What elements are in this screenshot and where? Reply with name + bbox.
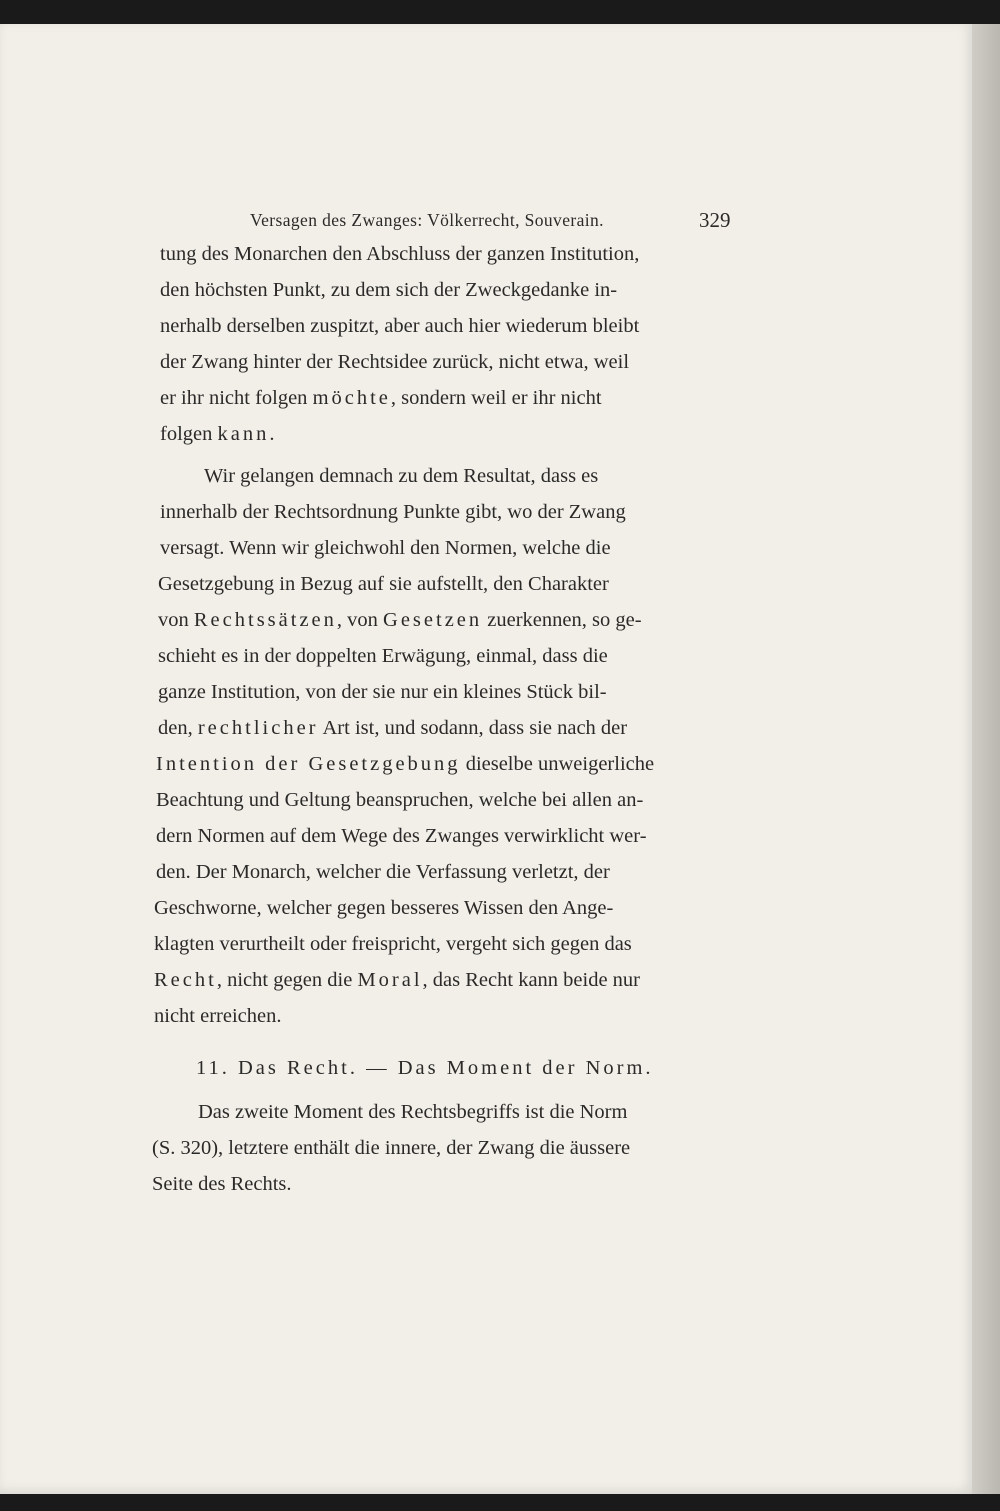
emphasized-text: möchte [312,387,391,409]
emphasized-text: Recht [154,969,217,991]
text-span: Gesetzgebung in Bezug auf sie aufstellt, den Charakter [158,573,609,595]
text-line [158,680,607,704]
text-span: Art ist, und sodann, dass sie nach der [318,717,628,739]
text-line [152,1136,630,1160]
text-span: , nicht gegen die [216,969,358,991]
text-span: Beachtung und Geltung beanspruchen, welche bei allen an- [156,789,644,811]
text-line [160,422,274,446]
emphasized-text: Gesetzen [383,609,483,631]
text-span: Das zweite Moment des Rechtsbegriffs ist die Norm [198,1101,628,1123]
text-span: nerhalb derselben zuspitzt, aber auch hier wiederum bleibt [160,315,640,337]
text-span: dieselbe unweigerliche [460,753,655,775]
text-span: innerhalb der Rechtsordnung Punkte gibt, wo der Zwang [160,501,626,523]
text-span: , das Recht kann beide nur [422,969,641,991]
text-line [198,1100,627,1124]
section-title: Das Recht. — Das Moment der Norm. [238,1057,654,1079]
text-span: der Zwang hinter der Rechtsidee zurück, nicht etwa, weil [160,351,630,373]
paper-page [0,24,972,1494]
text-line [158,716,627,740]
text-line [160,386,602,410]
text-line [160,278,617,302]
text-span: nicht erreichen. [154,1005,282,1027]
text-line [160,242,639,266]
text-span: (S. 320), letztere enthält die innere, der Zwang die äussere [152,1137,631,1159]
text-line [156,824,647,848]
adjacent-page-edge [972,24,1000,1494]
section-heading [196,1056,654,1080]
text-span: Seite des Rechts. [152,1173,292,1195]
text-line [204,464,598,488]
text-span: den höchsten Punkt, zu dem sich der Zweckgedanke in- [160,279,618,301]
emphasized-text: kann [217,423,270,445]
text-span: den, [158,717,198,739]
running-head: Versagen des Zwanges: Völkerrecht, Souverain. [250,210,604,230]
emphasized-text: Moral [357,969,423,991]
text-line [158,572,609,596]
emphasized-text: Intention der Gesetzgebung [156,753,461,775]
text-line [160,536,611,560]
text-span: dern Normen auf dem Wege des Zwanges verwirklicht wer- [156,825,647,847]
text-span: von [158,609,194,631]
text-span: den. Der Monarch, welcher die Verfassung verletzt, der [156,861,610,883]
text-line [152,1172,292,1196]
text-line [158,644,608,668]
text-line [160,350,629,374]
text-line [154,896,613,920]
text-span: er ihr nicht folgen [160,387,313,409]
text-span: Wir gelangen demnach zu dem Resultat, dass es [204,465,599,487]
text-span: versagt. Wenn wir gleichwohl den Normen, welche die [160,537,611,559]
text-line [156,788,643,812]
text-line [154,968,640,992]
text-line [154,932,632,956]
text-span: zuerkennen, so ge- [482,609,642,631]
text-line [158,608,642,632]
text-span: . [269,423,275,445]
text-line [160,500,626,524]
text-span: ganze Institution, von der sie nur ein kleines Stück bil- [158,681,607,703]
text-line [160,314,639,338]
section-number: 11. [196,1057,230,1079]
text-span: Geschworne, welcher gegen besseres Wissen den Ange- [154,897,614,919]
text-span: schieht es in der doppelten Erwägung, einmal, dass die [158,645,608,667]
text-span: , sondern weil er ihr nicht [390,387,602,409]
text-line [156,752,654,776]
emphasized-text: Rechtssätzen [193,609,337,631]
page-number: 329 [699,208,731,232]
text-span: , von [336,609,384,631]
text-span: folgen [160,423,218,445]
emphasized-text: rechtlicher [197,717,319,739]
text-line [156,860,610,884]
text-span: tung des Monarchen den Abschluss der ganzen Institution, [160,243,640,265]
text-span: klagten verurtheilt oder freispricht, vergeht sich gegen das [154,933,632,955]
text-line [154,1004,281,1028]
